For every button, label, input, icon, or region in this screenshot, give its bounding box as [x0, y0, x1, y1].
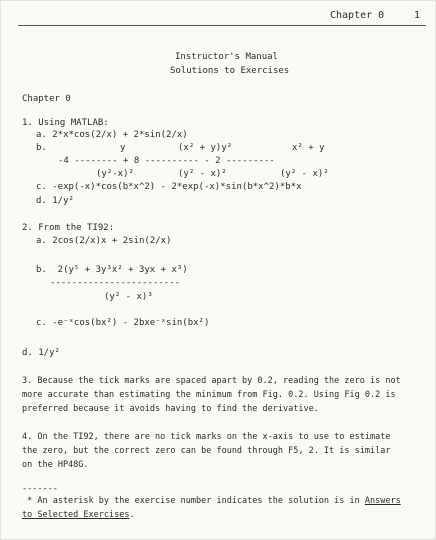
q3-line-3: preferred because it avoids having to find the derivative.	[22, 404, 319, 414]
q1-d: d. 1/y²	[36, 196, 74, 206]
footnote-text: * An asterisk by the exercise number indicates the solution is in	[22, 496, 365, 506]
q1-b-denominator-2: (y² - x)²	[178, 169, 227, 179]
q1-b-denominator-1: (y²-x)²	[96, 169, 134, 179]
q2-c: c. -e⁻ˣcos(bx²) - 2bxe⁻ˣsin(bx²)	[36, 318, 210, 328]
q1-a: a. 2*x*cos(2/x) + 2*sin(2/x)	[36, 130, 188, 140]
q2-b-denominator: (y² - x)³	[104, 292, 153, 302]
q1-b-label: b.	[36, 143, 47, 153]
q1-b-denominator-3: (y² - x)²	[280, 169, 329, 179]
q1-b-numerator-3: x² + y	[292, 143, 325, 153]
q4-line-3: on the HP48G.	[22, 460, 89, 470]
footnote-dashes: -------	[22, 484, 58, 494]
running-header-chapter: Chapter 0	[330, 10, 385, 21]
footnote-link-answers[interactable]: Answers	[364, 496, 401, 506]
title-line-2: Solutions to Exercises	[170, 66, 290, 76]
q2-label: 2. From the TI92:	[22, 223, 115, 233]
q4-line-1: 4. On the TI92, there are no tick marks on the x-axis to use to estimate	[22, 432, 391, 442]
footnote-line-1	[22, 496, 401, 507]
q3-line-1: 3. Because the tick marks are spaced apart by 0.2, reading the zero is not	[22, 376, 401, 386]
q4-line-2: the zero, but the correct zero can be found through F5, 2. It is similar	[22, 446, 391, 456]
q1-b-numerator-2: (x² + y)y²	[178, 143, 233, 153]
q1-b-fraction-line: -4 -------- + 8 ---------- - 2 ---------	[58, 156, 275, 166]
section-heading: Chapter 0	[22, 94, 71, 104]
q2-b-numerator: b. 2(y⁵ + 3y³x² + 3yx + x³)	[36, 265, 188, 275]
page-number: 1	[414, 10, 421, 21]
footnote-line-2	[22, 510, 135, 521]
q1-c: c. -exp(-x)*cos(b*x^2) - 2*exp(-x)*sin(b*x^2)*b*x	[36, 182, 302, 192]
q3-line-2: more accurate than estimating the minimum from Fig. 0.2. Using Fig 0.2 is	[22, 390, 396, 400]
q1-b-numerator-1: y	[120, 143, 126, 153]
title-line-1: Instructor's Manual	[175, 52, 278, 62]
footnote-link-selected-exercises[interactable]: to Selected Exercises	[22, 510, 130, 520]
q2-b-fraction-bar: ------------------------	[50, 278, 181, 288]
q2-a: a. 2cos(2/x)x + 2sin(2/x)	[36, 236, 172, 246]
q2-d: d. 1/y²	[22, 348, 60, 358]
header-rule	[18, 25, 426, 26]
footnote-tail: .	[129, 510, 135, 520]
q1-label: 1. Using MATLAB:	[22, 118, 109, 128]
